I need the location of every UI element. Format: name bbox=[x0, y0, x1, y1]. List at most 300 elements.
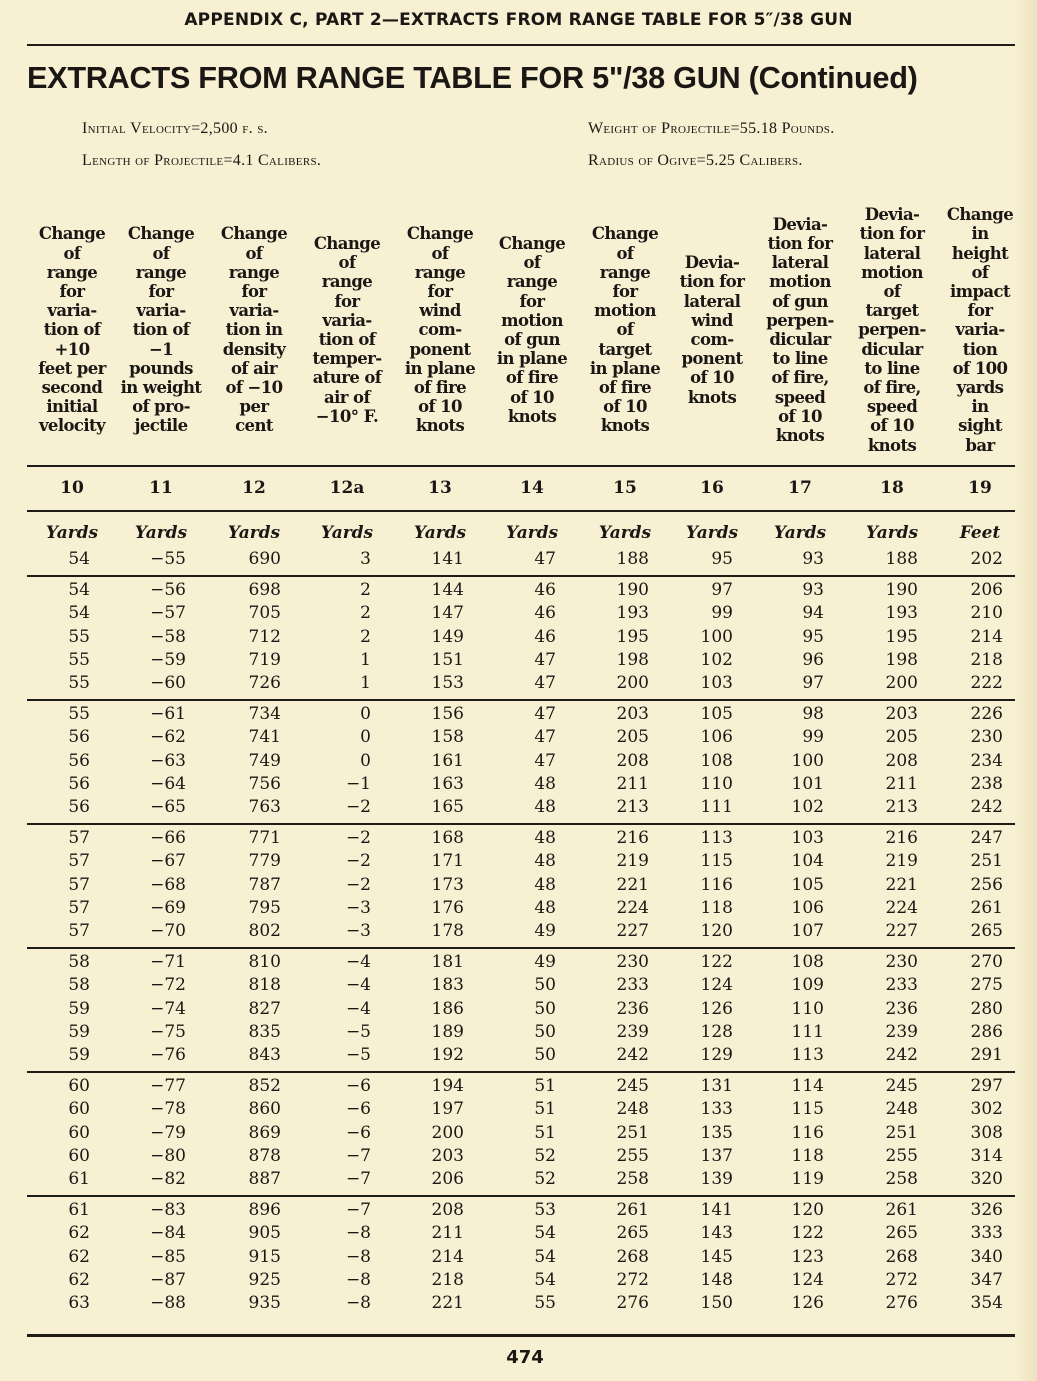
column-header-line: density bbox=[222, 339, 286, 359]
table-cell-col-15: 203 bbox=[616, 704, 649, 725]
table-cell-col-12: 915 bbox=[248, 1246, 281, 1267]
column-header-line: to line bbox=[864, 358, 920, 378]
table-cell-col-14: 54 bbox=[534, 1269, 556, 1290]
column-header-line: velocity bbox=[38, 416, 106, 436]
table-cell-col-13: 158 bbox=[431, 727, 464, 748]
column-header-line: motion bbox=[501, 310, 563, 330]
table-cell-col-17: 103 bbox=[791, 828, 824, 849]
table-cell-col-10: 58 bbox=[68, 975, 90, 996]
table-cell-col-17: 99 bbox=[802, 727, 824, 748]
table-cell-col-19: 302 bbox=[970, 1099, 1003, 1120]
table-cell-col-15: 227 bbox=[616, 921, 649, 941]
table-cell-col-12a: −3 bbox=[345, 921, 371, 941]
column-header-line: of gun bbox=[772, 291, 828, 311]
column-header-line: Change bbox=[946, 205, 1014, 225]
table-cell-col-11: −61 bbox=[150, 704, 186, 725]
table-cell-col-10: 59 bbox=[68, 1045, 90, 1065]
table-cell-col-13: 176 bbox=[431, 897, 464, 918]
table-cell-col-13: 147 bbox=[431, 603, 464, 624]
table-cell-col-12a: −7 bbox=[345, 1145, 371, 1166]
table-cell-col-13: 168 bbox=[431, 828, 464, 849]
table-cell-col-14: 51 bbox=[534, 1122, 556, 1143]
table-cell-col-18: 276 bbox=[885, 1293, 918, 1313]
table-cell-col-15: 268 bbox=[616, 1246, 649, 1267]
table-cell-col-11: −87 bbox=[150, 1269, 186, 1290]
table-cell-col-18: 193 bbox=[885, 603, 918, 624]
table-cell-col-11: −56 bbox=[150, 580, 186, 601]
table-cell-col-13: 153 bbox=[431, 673, 464, 693]
table-cell-col-12: 896 bbox=[248, 1200, 281, 1221]
table-cell-col-10: 63 bbox=[68, 1293, 90, 1313]
column-header-text bbox=[405, 224, 475, 435]
column-number: 14 bbox=[520, 478, 544, 498]
table-cell-col-14: 50 bbox=[534, 1045, 556, 1065]
column-header-line: range bbox=[506, 272, 558, 292]
column-header-text bbox=[680, 253, 745, 407]
column-number: 10 bbox=[60, 478, 84, 498]
table-cell-col-17: 93 bbox=[802, 580, 824, 601]
table-cell-col-16: 126 bbox=[700, 998, 733, 1019]
column-header-line: in bbox=[971, 397, 989, 417]
table-cell-col-15: 219 bbox=[616, 851, 649, 872]
table-cell-col-14: 48 bbox=[534, 797, 556, 817]
table-cell-col-12: 827 bbox=[248, 998, 281, 1019]
page-title bbox=[27, 60, 1012, 96]
column-header-line: lateral bbox=[683, 291, 741, 311]
table-cell-col-12: 719 bbox=[248, 649, 281, 670]
column-header-line: lateral bbox=[771, 253, 829, 273]
table-cell-col-16: 141 bbox=[700, 1200, 733, 1221]
column-header-line: of bbox=[63, 243, 81, 263]
table-cell-col-14: 48 bbox=[534, 773, 556, 794]
table-cell-col-11: −84 bbox=[150, 1223, 186, 1244]
column-header-line: Change bbox=[313, 233, 381, 253]
column-header-19 bbox=[942, 200, 1018, 460]
table-cell-col-10: 54 bbox=[68, 549, 90, 569]
table-cell-col-16: 100 bbox=[700, 626, 733, 647]
table-rule bbox=[27, 465, 1015, 467]
table-cell-col-11: −68 bbox=[150, 874, 186, 895]
column-header-line: of 10 bbox=[778, 406, 822, 426]
table-cell-col-17: 111 bbox=[791, 1021, 824, 1042]
column-unit: Yards bbox=[320, 523, 374, 543]
table-cell-col-12a: −7 bbox=[345, 1169, 371, 1189]
table-cell-col-10: 61 bbox=[68, 1200, 90, 1221]
table-cell-col-10: 54 bbox=[68, 580, 90, 601]
table-cell-col-12a: −8 bbox=[345, 1269, 371, 1290]
column-header-line: ature of bbox=[312, 368, 382, 388]
spec-radius-of-ogive: Radius of Ogive=5.25 Calibers. bbox=[588, 152, 803, 169]
table-cell-col-18: 198 bbox=[885, 649, 918, 670]
table-cell-col-18: 233 bbox=[885, 975, 918, 996]
table-cell-col-14: 47 bbox=[534, 727, 556, 748]
column-header-line: of 10 bbox=[603, 397, 647, 417]
table-cell-col-12a: 0 bbox=[360, 704, 371, 725]
table-cell-col-16: 102 bbox=[700, 649, 733, 670]
table-cell-col-13: 161 bbox=[431, 750, 464, 771]
table-cell-col-12a: −2 bbox=[345, 874, 371, 895]
table-cell-col-18: 255 bbox=[885, 1145, 918, 1166]
column-header-line: −1 bbox=[148, 339, 174, 359]
table-cell-col-12: 835 bbox=[248, 1021, 281, 1042]
table-cell-col-15: 198 bbox=[616, 649, 649, 670]
table-cell-col-12: 712 bbox=[248, 626, 281, 647]
table-cell-col-13: 181 bbox=[431, 952, 464, 973]
table-cell-col-12a: 0 bbox=[360, 750, 371, 771]
table-cell-col-11: −78 bbox=[150, 1099, 186, 1120]
column-header-line: varia- bbox=[955, 320, 1005, 340]
column-header-text bbox=[38, 224, 105, 435]
column-header-line: of bbox=[971, 262, 989, 282]
table-cell-col-17: 96 bbox=[802, 649, 824, 670]
column-number: 16 bbox=[700, 478, 724, 498]
column-header-line: perpen- bbox=[858, 320, 926, 340]
column-header-line: for bbox=[59, 281, 85, 301]
table-cell-col-10: 59 bbox=[68, 1021, 90, 1042]
column-number: 11 bbox=[149, 478, 173, 498]
table-cell-col-14: 46 bbox=[534, 626, 556, 647]
table-cell-col-13: 218 bbox=[431, 1269, 464, 1290]
column-header-line: com- bbox=[418, 320, 462, 340]
column-unit: Yards bbox=[134, 523, 188, 543]
table-cell-col-19: 340 bbox=[970, 1246, 1003, 1267]
table-rule bbox=[27, 947, 1015, 949]
table-cell-col-19: 214 bbox=[970, 626, 1003, 647]
table-cell-col-18: 239 bbox=[885, 1021, 918, 1042]
table-cell-col-16: 110 bbox=[700, 773, 733, 794]
column-header-line: com- bbox=[690, 330, 734, 349]
table-cell-col-13: 163 bbox=[431, 773, 464, 794]
table-cell-col-18: 227 bbox=[885, 921, 918, 941]
table-cell-col-12a: −1 bbox=[345, 773, 371, 794]
table-cell-col-18: 216 bbox=[885, 828, 918, 849]
table-cell-col-10: 57 bbox=[68, 921, 90, 941]
column-header-line: in plane bbox=[404, 358, 476, 378]
table-cell-col-17: 116 bbox=[791, 1122, 824, 1143]
table-cell-col-12: 763 bbox=[248, 797, 281, 817]
column-header-line: tion for bbox=[679, 272, 745, 292]
table-cell-col-15: 205 bbox=[616, 727, 649, 748]
table-cell-col-10: 61 bbox=[68, 1169, 90, 1189]
table-cell-col-12: 787 bbox=[248, 874, 281, 895]
column-header-line: in weight bbox=[120, 378, 202, 397]
column-header-line: Change bbox=[127, 224, 195, 244]
column-header-line: Change bbox=[220, 224, 288, 244]
table-cell-col-17: 108 bbox=[791, 952, 824, 973]
table-cell-col-13: 200 bbox=[431, 1122, 464, 1143]
table-cell-col-12a: 1 bbox=[360, 649, 371, 670]
table-cell-col-16: 105 bbox=[700, 704, 733, 725]
table-cell-col-17: 97 bbox=[802, 673, 824, 693]
table-cell-col-12a: 3 bbox=[360, 549, 371, 569]
column-header-line: of 10 bbox=[690, 368, 734, 388]
column-unit: Yards bbox=[505, 523, 559, 543]
table-cell-col-19: 247 bbox=[970, 828, 1003, 849]
table-cell-col-15: 190 bbox=[616, 580, 649, 601]
table-cell-col-12: 779 bbox=[248, 851, 281, 872]
table-cell-col-12: 925 bbox=[248, 1269, 281, 1290]
table-cell-col-13: 221 bbox=[431, 1293, 464, 1313]
table-cell-col-12: 887 bbox=[248, 1169, 281, 1189]
table-cell-col-15: 213 bbox=[616, 797, 649, 817]
table-cell-col-18: 251 bbox=[885, 1122, 918, 1143]
table-cell-col-19: 314 bbox=[970, 1145, 1003, 1166]
table-cell-col-15: 221 bbox=[616, 874, 649, 895]
table-cell-col-12a: −4 bbox=[345, 975, 371, 996]
table-cell-col-19: 354 bbox=[970, 1293, 1003, 1313]
table-cell-col-10: 57 bbox=[68, 851, 90, 872]
column-header-line: for bbox=[967, 301, 993, 321]
column-header-line: Change bbox=[38, 224, 106, 244]
column-header-line: of bbox=[616, 243, 634, 263]
table-cell-col-16: 145 bbox=[700, 1246, 733, 1267]
table-cell-col-14: 49 bbox=[534, 921, 556, 941]
column-header-text bbox=[766, 215, 833, 445]
column-header-line: motion bbox=[594, 301, 656, 321]
column-header-line: per bbox=[239, 397, 269, 417]
table-cell-col-10: 62 bbox=[68, 1223, 90, 1244]
column-header-16 bbox=[672, 200, 752, 460]
column-header-line: in bbox=[971, 224, 989, 244]
table-cell-col-17: 107 bbox=[791, 921, 824, 941]
table-cell-col-15: 245 bbox=[616, 1076, 649, 1097]
table-cell-col-17: 110 bbox=[791, 998, 824, 1019]
table-cell-col-19: 222 bbox=[970, 673, 1003, 693]
table-cell-col-12a: −4 bbox=[345, 952, 371, 973]
table-cell-col-13: 156 bbox=[431, 704, 464, 725]
table-cell-col-12a: −6 bbox=[345, 1099, 371, 1120]
table-cell-col-13: 203 bbox=[431, 1145, 464, 1166]
table-cell-col-14: 48 bbox=[534, 897, 556, 918]
table-cell-col-17: 109 bbox=[791, 975, 824, 996]
column-header-line: for bbox=[519, 291, 545, 311]
table-cell-col-14: 54 bbox=[534, 1246, 556, 1267]
table-cell-col-19: 238 bbox=[970, 773, 1003, 794]
page-edge-shading bbox=[1015, 0, 1037, 1381]
table-cell-col-14: 48 bbox=[534, 828, 556, 849]
table-cell-col-15: 211 bbox=[616, 773, 649, 794]
table-cell-col-16: 95 bbox=[711, 549, 733, 569]
column-header-text bbox=[947, 205, 1013, 455]
column-unit: Yards bbox=[865, 523, 919, 543]
table-cell-col-16: 103 bbox=[700, 673, 733, 693]
table-cell-col-16: 124 bbox=[700, 975, 733, 996]
column-header-line: of fire, bbox=[771, 368, 829, 388]
table-cell-col-14: 52 bbox=[534, 1169, 556, 1189]
column-header-12 bbox=[210, 200, 298, 460]
table-cell-col-12: 741 bbox=[248, 727, 281, 748]
table-cell-col-17: 98 bbox=[802, 704, 824, 725]
table-cell-col-13: 192 bbox=[431, 1045, 464, 1065]
table-cell-col-16: 135 bbox=[700, 1122, 733, 1143]
table-cell-col-16: 111 bbox=[700, 797, 733, 817]
column-header-line: of fire, bbox=[863, 378, 921, 397]
column-header-line: Devia- bbox=[684, 253, 740, 273]
column-header-line: initial bbox=[46, 397, 98, 417]
column-header-line: dicular bbox=[769, 330, 831, 349]
table-cell-col-14: 47 bbox=[534, 673, 556, 693]
column-header-17 bbox=[755, 200, 845, 460]
table-cell-col-14: 51 bbox=[534, 1099, 556, 1120]
column-header-line: of bbox=[245, 243, 263, 263]
table-cell-col-18: 205 bbox=[885, 727, 918, 748]
table-cell-col-12: 734 bbox=[248, 704, 281, 725]
table-cell-col-11: −66 bbox=[150, 828, 186, 849]
column-header-line: of bbox=[152, 243, 170, 263]
table-cell-col-19: 261 bbox=[970, 897, 1003, 918]
table-cell-col-14: 47 bbox=[534, 549, 556, 569]
table-cell-col-15: 239 bbox=[616, 1021, 649, 1042]
table-cell-col-15: 251 bbox=[616, 1122, 649, 1143]
column-header-line: Change bbox=[498, 233, 566, 253]
table-cell-col-15: 224 bbox=[616, 897, 649, 918]
table-cell-col-16: 106 bbox=[700, 727, 733, 748]
column-number: 18 bbox=[880, 478, 904, 498]
table-cell-col-17: 101 bbox=[791, 773, 824, 794]
table-cell-col-19: 270 bbox=[970, 952, 1003, 973]
table-cell-col-12: 818 bbox=[248, 975, 281, 996]
table-cell-col-15: 265 bbox=[616, 1223, 649, 1244]
column-header-line: tion of bbox=[318, 330, 376, 349]
column-header-line: for bbox=[427, 281, 453, 301]
table-cell-col-11: −80 bbox=[150, 1145, 186, 1166]
table-cell-col-14: 53 bbox=[534, 1200, 556, 1221]
column-header-line: lateral bbox=[863, 243, 921, 263]
table-cell-col-17: 104 bbox=[791, 851, 824, 872]
table-cell-col-15: 261 bbox=[616, 1200, 649, 1221]
table-cell-col-16: 115 bbox=[700, 851, 733, 872]
table-cell-col-12: 705 bbox=[248, 603, 281, 624]
table-cell-col-12: 852 bbox=[248, 1076, 281, 1097]
title-suffix: (Continued) bbox=[748, 60, 918, 95]
table-cell-col-14: 54 bbox=[534, 1223, 556, 1244]
table-cell-col-12a: −2 bbox=[345, 851, 371, 872]
table-cell-col-14: 47 bbox=[534, 649, 556, 670]
table-cell-col-13: 194 bbox=[431, 1076, 464, 1097]
table-cell-col-11: −88 bbox=[150, 1293, 186, 1313]
column-number: 17 bbox=[788, 478, 812, 498]
table-cell-col-16: 122 bbox=[700, 952, 733, 973]
column-header-line: of bbox=[431, 243, 449, 263]
table-cell-col-18: 242 bbox=[885, 1045, 918, 1065]
table-cell-col-13: 189 bbox=[431, 1021, 464, 1042]
table-cell-col-10: 60 bbox=[68, 1122, 90, 1143]
column-header-line: of air bbox=[231, 358, 277, 378]
table-cell-col-17: 122 bbox=[791, 1223, 824, 1244]
column-header-line: feet per bbox=[38, 358, 106, 378]
column-header-line: of −10 bbox=[225, 378, 283, 397]
spec-length-of-projectile: Length of Projectile=4.1 Calibers. bbox=[82, 152, 322, 169]
column-unit: Yards bbox=[413, 523, 467, 543]
column-header-line: of bbox=[883, 281, 901, 301]
column-header-15 bbox=[579, 200, 671, 460]
table-cell-col-12: 878 bbox=[248, 1145, 281, 1166]
column-header-line: of 10 bbox=[510, 387, 554, 407]
table-cell-col-12a: −2 bbox=[345, 828, 371, 849]
table-cell-col-19: 320 bbox=[970, 1169, 1003, 1189]
table-cell-col-19: 333 bbox=[970, 1223, 1003, 1244]
column-header-line: speed bbox=[866, 397, 918, 417]
table-cell-col-16: 97 bbox=[711, 580, 733, 601]
table-cell-col-12a: −8 bbox=[345, 1246, 371, 1267]
table-cell-col-18: 230 bbox=[885, 952, 918, 973]
column-header-line: for bbox=[334, 291, 360, 311]
table-cell-col-18: 265 bbox=[885, 1223, 918, 1244]
column-header-line: −10° F. bbox=[315, 406, 379, 426]
table-cell-col-10: 55 bbox=[68, 704, 90, 725]
column-header-line: of bbox=[338, 253, 356, 273]
column-header-line: jectile bbox=[134, 416, 188, 436]
table-cell-col-17: 106 bbox=[791, 897, 824, 918]
table-cell-col-16: 118 bbox=[700, 897, 733, 918]
column-header-line: knots bbox=[415, 416, 465, 436]
table-cell-col-15: 230 bbox=[616, 952, 649, 973]
table-cell-col-19: 251 bbox=[970, 851, 1003, 872]
table-cell-col-11: −82 bbox=[150, 1169, 186, 1189]
column-header-14 bbox=[488, 200, 576, 460]
table-cell-col-15: 242 bbox=[616, 1045, 649, 1065]
column-unit: Yards bbox=[227, 523, 281, 543]
column-header-line: knots bbox=[867, 435, 917, 455]
column-header-line: range bbox=[46, 262, 98, 282]
table-cell-col-18: 208 bbox=[885, 750, 918, 771]
table-cell-col-12a: 2 bbox=[360, 580, 371, 601]
table-cell-col-12: 802 bbox=[248, 921, 281, 941]
table-cell-col-16: 148 bbox=[700, 1269, 733, 1290]
column-header-line: height bbox=[951, 243, 1009, 263]
column-header-line: for bbox=[612, 281, 638, 301]
column-header-line: knots bbox=[507, 406, 557, 426]
table-cell-col-19: 297 bbox=[970, 1076, 1003, 1097]
column-header-line: Change bbox=[591, 224, 659, 244]
column-header-line: knots bbox=[687, 387, 737, 407]
column-header-line: wind bbox=[419, 301, 461, 321]
table-cell-col-14: 47 bbox=[534, 704, 556, 725]
column-number: 12a bbox=[329, 478, 365, 498]
table-cell-col-10: 56 bbox=[68, 797, 90, 817]
table-cell-col-12: 935 bbox=[248, 1293, 281, 1313]
table-rule bbox=[27, 575, 1015, 577]
table-cell-col-19: 347 bbox=[970, 1269, 1003, 1290]
table-cell-col-10: 62 bbox=[68, 1246, 90, 1267]
table-cell-col-12a: 0 bbox=[360, 727, 371, 748]
column-header-line: of 10 bbox=[418, 397, 462, 417]
column-header-line: temper- bbox=[312, 349, 382, 369]
table-cell-col-17: 123 bbox=[791, 1246, 824, 1267]
column-unit: Yards bbox=[45, 523, 99, 543]
column-header-text bbox=[221, 224, 287, 435]
table-cell-col-17: 119 bbox=[791, 1169, 824, 1189]
column-header-line: cent bbox=[235, 416, 273, 436]
table-cell-col-16: 143 bbox=[700, 1223, 733, 1244]
column-header-line: tion of bbox=[43, 320, 101, 340]
table-cell-col-18: 245 bbox=[885, 1076, 918, 1097]
column-header-line: tion for bbox=[859, 224, 925, 244]
column-header-line: motion bbox=[769, 272, 831, 292]
column-header-line: second bbox=[41, 378, 103, 397]
table-cell-col-17: 102 bbox=[791, 797, 824, 817]
column-header-line: of 100 bbox=[952, 358, 1008, 378]
table-cell-col-10: 57 bbox=[68, 828, 90, 849]
page-number: 474 bbox=[506, 1347, 544, 1368]
table-cell-col-12: 810 bbox=[248, 952, 281, 973]
column-header-line: range bbox=[321, 272, 373, 292]
table-cell-col-12: 860 bbox=[248, 1099, 281, 1120]
column-header-line: for bbox=[148, 281, 174, 301]
column-number: 13 bbox=[428, 478, 452, 498]
table-cell-col-12a: −6 bbox=[345, 1122, 371, 1143]
table-cell-col-19: 326 bbox=[970, 1200, 1003, 1221]
